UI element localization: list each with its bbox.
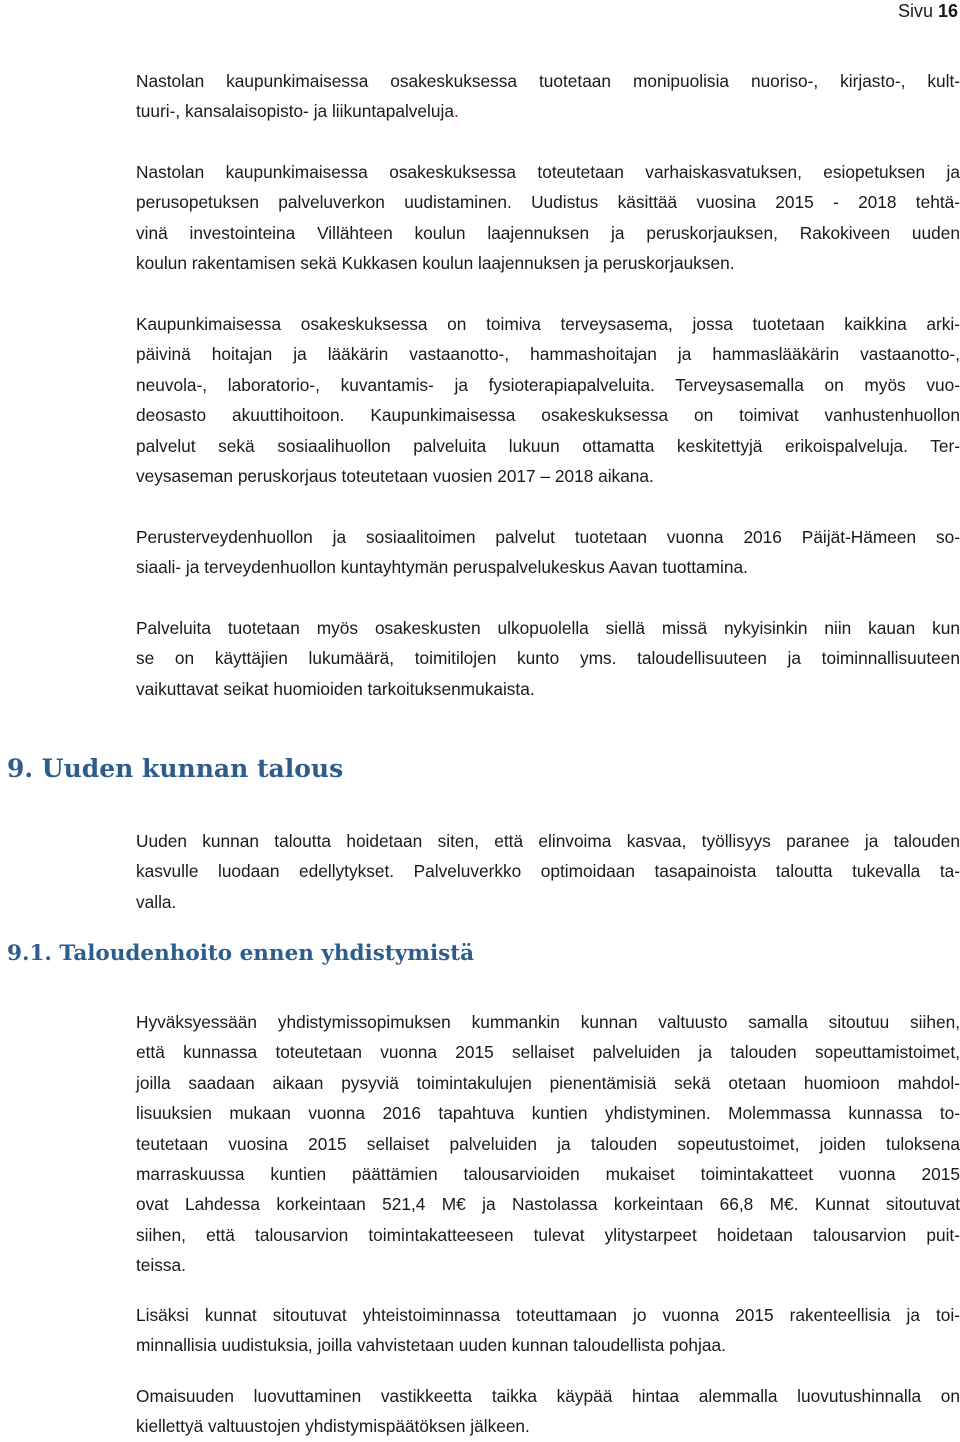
paragraph-school-network — [136, 157, 960, 279]
paragraph-line: siaali- ja terveydenhuollon kuntayhtymän peruspalvelukeskus Aavan tuottamina. — [136, 557, 748, 578]
paragraph-line: veysaseman peruskorjaus toteutetaan vuosien 2017 – 2018 aikana. — [136, 466, 654, 487]
paragraph-line: Hyväksyessään yhdistymissopimuksen kummankin kunnan valtuusto samalla sitoutuu siihen, — [136, 1012, 960, 1032]
paragraph-line: päivinä hoitajan ja lääkärin vastaanotto-, hammashoitajan ja hammaslääkärin vastaanotto-, — [136, 344, 960, 365]
paragraph-line: vinä investointeina Villähteen koulun laajennuksen ja peruskorjauksen, Rakokiveen uuden — [136, 222, 960, 243]
paragraph-line: Lisäksi kunnat sitoutuvat yhteistoiminnassa toteuttamaan jo vuonna 2015 rakenteellisia ja toi- — [136, 1305, 960, 1325]
section-heading: 9. Uuden kunnan talous — [7, 754, 344, 783]
paragraph-line: teissa. — [136, 1255, 186, 1276]
paragraph-line: Nastolan kaupunkimaisessa osakeskuksessa tuotetaan monipuolisia nuoriso-, kirjasto-, kult- — [136, 71, 960, 91]
paragraph-line: Omaisuuden luovuttaminen vastikkeetta taikka käypää hintaa alemmalla luovutushinnalla on — [136, 1386, 960, 1406]
paragraph-line-text: tuuri-, kansalaisopisto- ja liikuntapalveluja — [136, 101, 454, 122]
paragraph-structural-reforms — [136, 1300, 960, 1361]
paragraph-line: Perusterveydenhuollon ja sosiaalitoimen palvelut tuotetaan vuonna 2016 Päijät-Hämeen so- — [136, 527, 960, 547]
paragraph-merger-agreement — [136, 1007, 960, 1281]
paragraph-end-punct: . — [453, 101, 459, 122]
paragraph-line: ovat Lahdessa korkeintaan 521,4 M€ ja Nastolassa korkeintaan 66,8 M€. Kunnat sitoutuvat — [136, 1194, 960, 1215]
paragraph-services — [136, 66, 960, 127]
paragraph-line: teutetaan vuosina 2015 sellaiset palveluiden ja talouden sopeutustoimet, joiden tuloksena — [136, 1133, 960, 1154]
paragraph-line: valla. — [136, 891, 177, 912]
page-number-value: 16 — [937, 1, 958, 21]
paragraph-line: palvelut sekä sosiaalihuollon palveluita lukuun ottamatta keskitettyjä erikoispalveluja. Ter- — [136, 435, 960, 456]
paragraph-line: kasvulle luodaan edellytykset. Palveluverkko optimoidaan tasapainoista taloutta tukevalla ta- — [136, 861, 960, 882]
paragraph-line: Nastolan kaupunkimaisessa osakeskuksessa toteutetaan varhaiskasvatuksen, esiopetuksen ja — [136, 162, 960, 182]
paragraph-asset-transfer — [136, 1381, 960, 1442]
paragraph-line: vaikuttavat seikat huomioiden tarkoituksenmukaista. — [136, 678, 535, 699]
paragraph-line: marraskuussa kuntien päättämien talousarvioiden mukaiset toimintakatteet vuonna 2015 — [136, 1164, 960, 1185]
paragraph-line: deosasto akuuttihoitoon. Kaupunkimaisessa osakeskuksessa on toimivat vanhustenhuollon — [136, 405, 960, 426]
paragraph-line: neuvola-, laboratorio-, kuvantamis- ja fysioterapiapalveluita. Terveysasemalla on myös vuo- — [136, 374, 960, 395]
page-number — [898, 0, 958, 22]
paragraph-line: minnallisia uudistuksia, joilla vahvistetaan uuden kunnan taloudellista pohjaa. — [136, 1335, 726, 1356]
paragraph-health-center — [136, 309, 960, 491]
paragraph-line: Uuden kunnan taloutta hoidetaan siten, että elinvoima kasvaa, työllisyys paranee ja talouden — [136, 831, 960, 851]
paragraph-line — [136, 96, 960, 126]
subsection-heading: 9.1. Taloudenhoito ennen yhdistymistä — [7, 941, 475, 966]
page-label: Sivu — [897, 1, 933, 21]
paragraph-outside-services — [136, 613, 960, 704]
paragraph-line: Palveluita tuotetaan myös osakeskusten ulkopuolella siellä missä nykyisinkin niin kauan kun — [136, 618, 960, 638]
paragraph-economy-intro — [136, 826, 960, 917]
paragraph-line: että kunnassa toteutetaan vuonna 2015 sellaiset palveluiden ja talouden sopeuttamistoimet, — [136, 1042, 960, 1063]
paragraph-primary-care — [136, 522, 960, 583]
paragraph-line: siihen, että talousarvion toimintakatteeseen tulevat ylitystarpeet hoidetaan talousarvion puit- — [136, 1224, 960, 1245]
paragraph-line: koulun rakentamisen sekä Kukkasen koulun laajennuksen ja peruskorjauksen. — [136, 253, 735, 274]
paragraph-line: lisuuksien mukaan vuonna 2016 tapahtuva kuntien yhdistyminen. Molemmassa kunnassa to- — [136, 1103, 960, 1124]
paragraph-line: kiellettyä valtuustojen yhdistymispäätöksen jälkeen. — [136, 1416, 530, 1437]
paragraph-line: perusopetuksen palveluverkon uudistaminen. Uudistus käsittää vuosina 2015 - 2018 tehtä- — [136, 192, 960, 213]
paragraph-line: joilla saadaan aikaan pysyviä toimintakulujen pienentämisiä sekä otetaan huomioon mahdol- — [136, 1072, 960, 1093]
paragraph-line: se on käyttäjien lukumäärä, toimitilojen kunto yms. taloudellisuuteen ja toiminnallisuuteen — [136, 648, 960, 669]
paragraph-line: Kaupunkimaisessa osakeskuksessa on toimiva terveysasema, jossa tuotetaan kaikkina arki- — [136, 314, 960, 334]
